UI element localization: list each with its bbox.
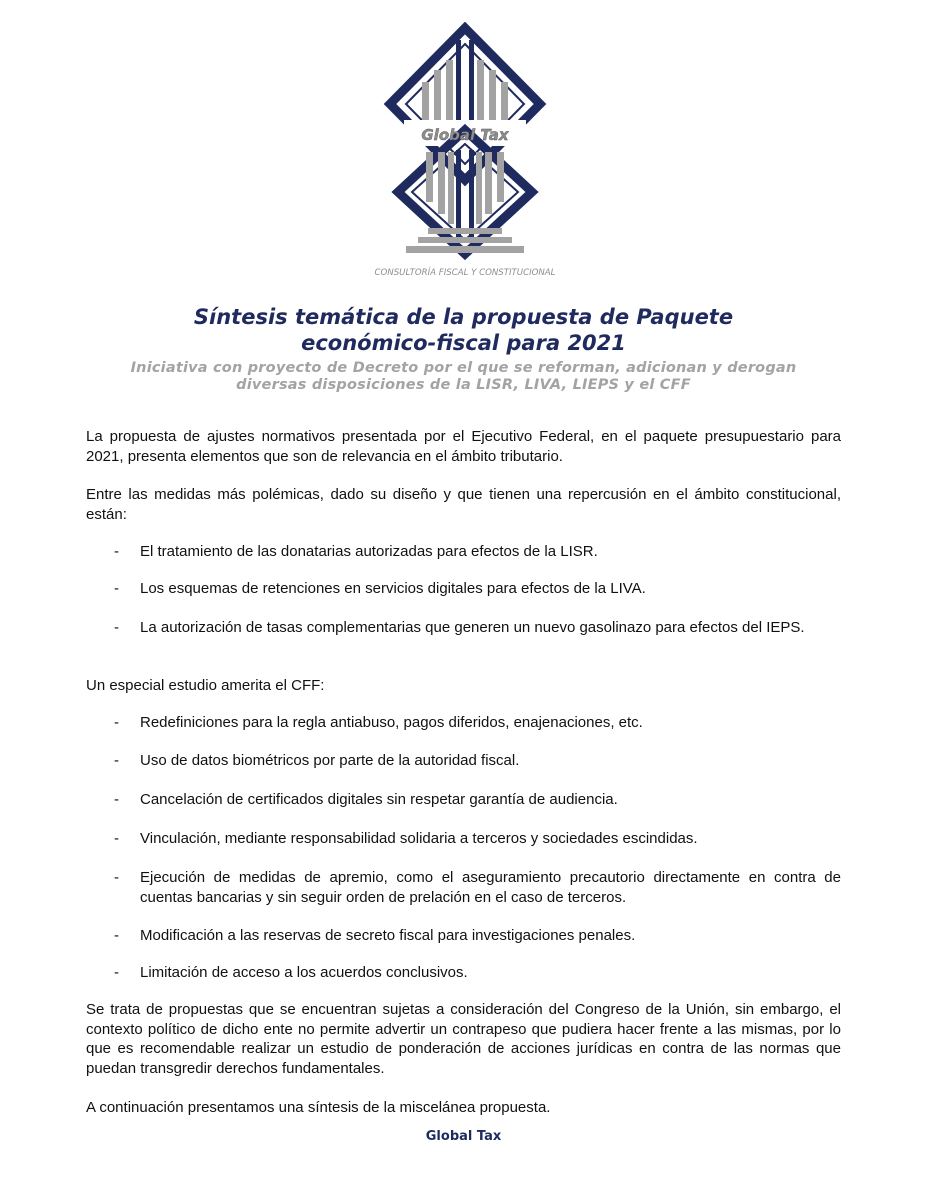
bullet-dash: -: [114, 752, 119, 769]
footer-brand: Global Tax: [425, 1129, 502, 1144]
cff-intro-paragraph: Un especial estudio amerita el CFF:: [86, 677, 325, 694]
list-item: [86, 618, 841, 638]
bullet-dash: -: [114, 580, 119, 597]
list-item: [86, 829, 841, 849]
list-item: [86, 751, 841, 771]
list-item: [86, 926, 841, 946]
bullet-dash: -: [114, 619, 119, 636]
list-item-text: Los esquemas de retenciones en servicios digitales para efectos de la LIVA.: [140, 580, 646, 597]
document-subtitle-line-2: diversas disposiciones de la LISR, LIVA, LIEPS y el CFF: [236, 377, 691, 393]
bullet-dash: -: [114, 714, 119, 731]
list-item-text: Modificación a las reservas de secreto fiscal para investigaciones penales.: [140, 927, 636, 944]
polemicas-paragraph: Entre las medidas más polémicas, dado su diseño y que tienen una repercusión en el ámbito constitucional, están:: [86, 486, 841, 523]
document-subtitle-line-1: Iniciativa con proyecto de Decreto por el que se reforman, adicionan y derogan: [130, 360, 797, 376]
bullet-dash: -: [114, 927, 119, 944]
document-title-line-2: económico-fiscal para 2021: [301, 331, 626, 355]
list-item: [86, 579, 841, 599]
bullet-dash: -: [114, 791, 119, 808]
list-item: [86, 963, 841, 983]
intro-paragraph: La propuesta de ajustes normativos presentada por el Ejecutivo Federal, en el paquete presupuestario para 2021, presenta elementos que son de relevancia en el ámbito tributario.: [86, 428, 841, 465]
bullet-dash: -: [114, 964, 119, 981]
list-item: [86, 713, 841, 733]
conclusion-paragraph: Se trata de propuestas que se encuentran sujetas a consideración del Congreso de la Unión, sin embargo, el contexto político de dicho ente no permite advertir un contrapeso que pudiera hacer frente a las mismas, por lo que es recomendable realizar un estudio de ponderación de acciones jurídicas en contra de las normas que puedan transgredir derechos fundamentales.: [86, 1001, 841, 1077]
bullet-dash: -: [114, 543, 119, 560]
document-title-line-1: Síntesis temática de la propuesta de Paquete: [193, 305, 734, 329]
bullet-dash: -: [114, 830, 119, 847]
list-item-text: Redefiniciones para la regla antiabuso, pagos diferidos, enajenaciones, etc.: [140, 714, 643, 731]
list-item-text: Limitación de acceso a los acuerdos conclusivos.: [140, 964, 468, 981]
closing-paragraph: A continuación presentamos una síntesis de la miscelánea propuesta.: [86, 1099, 551, 1116]
list-item: [86, 542, 841, 562]
list-item: [86, 790, 841, 810]
list-item-text: Uso de datos biométricos por parte de la autoridad fiscal.: [140, 752, 520, 769]
list-item-text: Vinculación, mediante responsabilidad solidaria a terceros y sociedades escindidas.: [140, 830, 698, 847]
global-tax-logo: [360, 22, 570, 284]
list-item-text: Cancelación de certificados digitales sin respetar garantía de audiencia.: [140, 791, 618, 808]
logo-tagline: CONSULTORÍA FISCAL Y CONSTITUCIONAL: [374, 268, 556, 278]
bullet-dash: -: [114, 869, 119, 886]
list-item-text: El tratamiento de las donatarias autorizadas para efectos de la LISR.: [140, 543, 598, 560]
list-item-text: Ejecución de medidas de apremio, como el aseguramiento precautorio directamente en contra de cuentas bancarias y sin seguir orden de prelación en el caso de terceros.: [140, 869, 841, 906]
list-item-text: La autorización de tasas complementarias que generen un nuevo gasolinazo para efectos del IEPS.: [140, 619, 805, 636]
list-item: [86, 868, 841, 907]
logo-name: Global Tax: [421, 126, 509, 144]
